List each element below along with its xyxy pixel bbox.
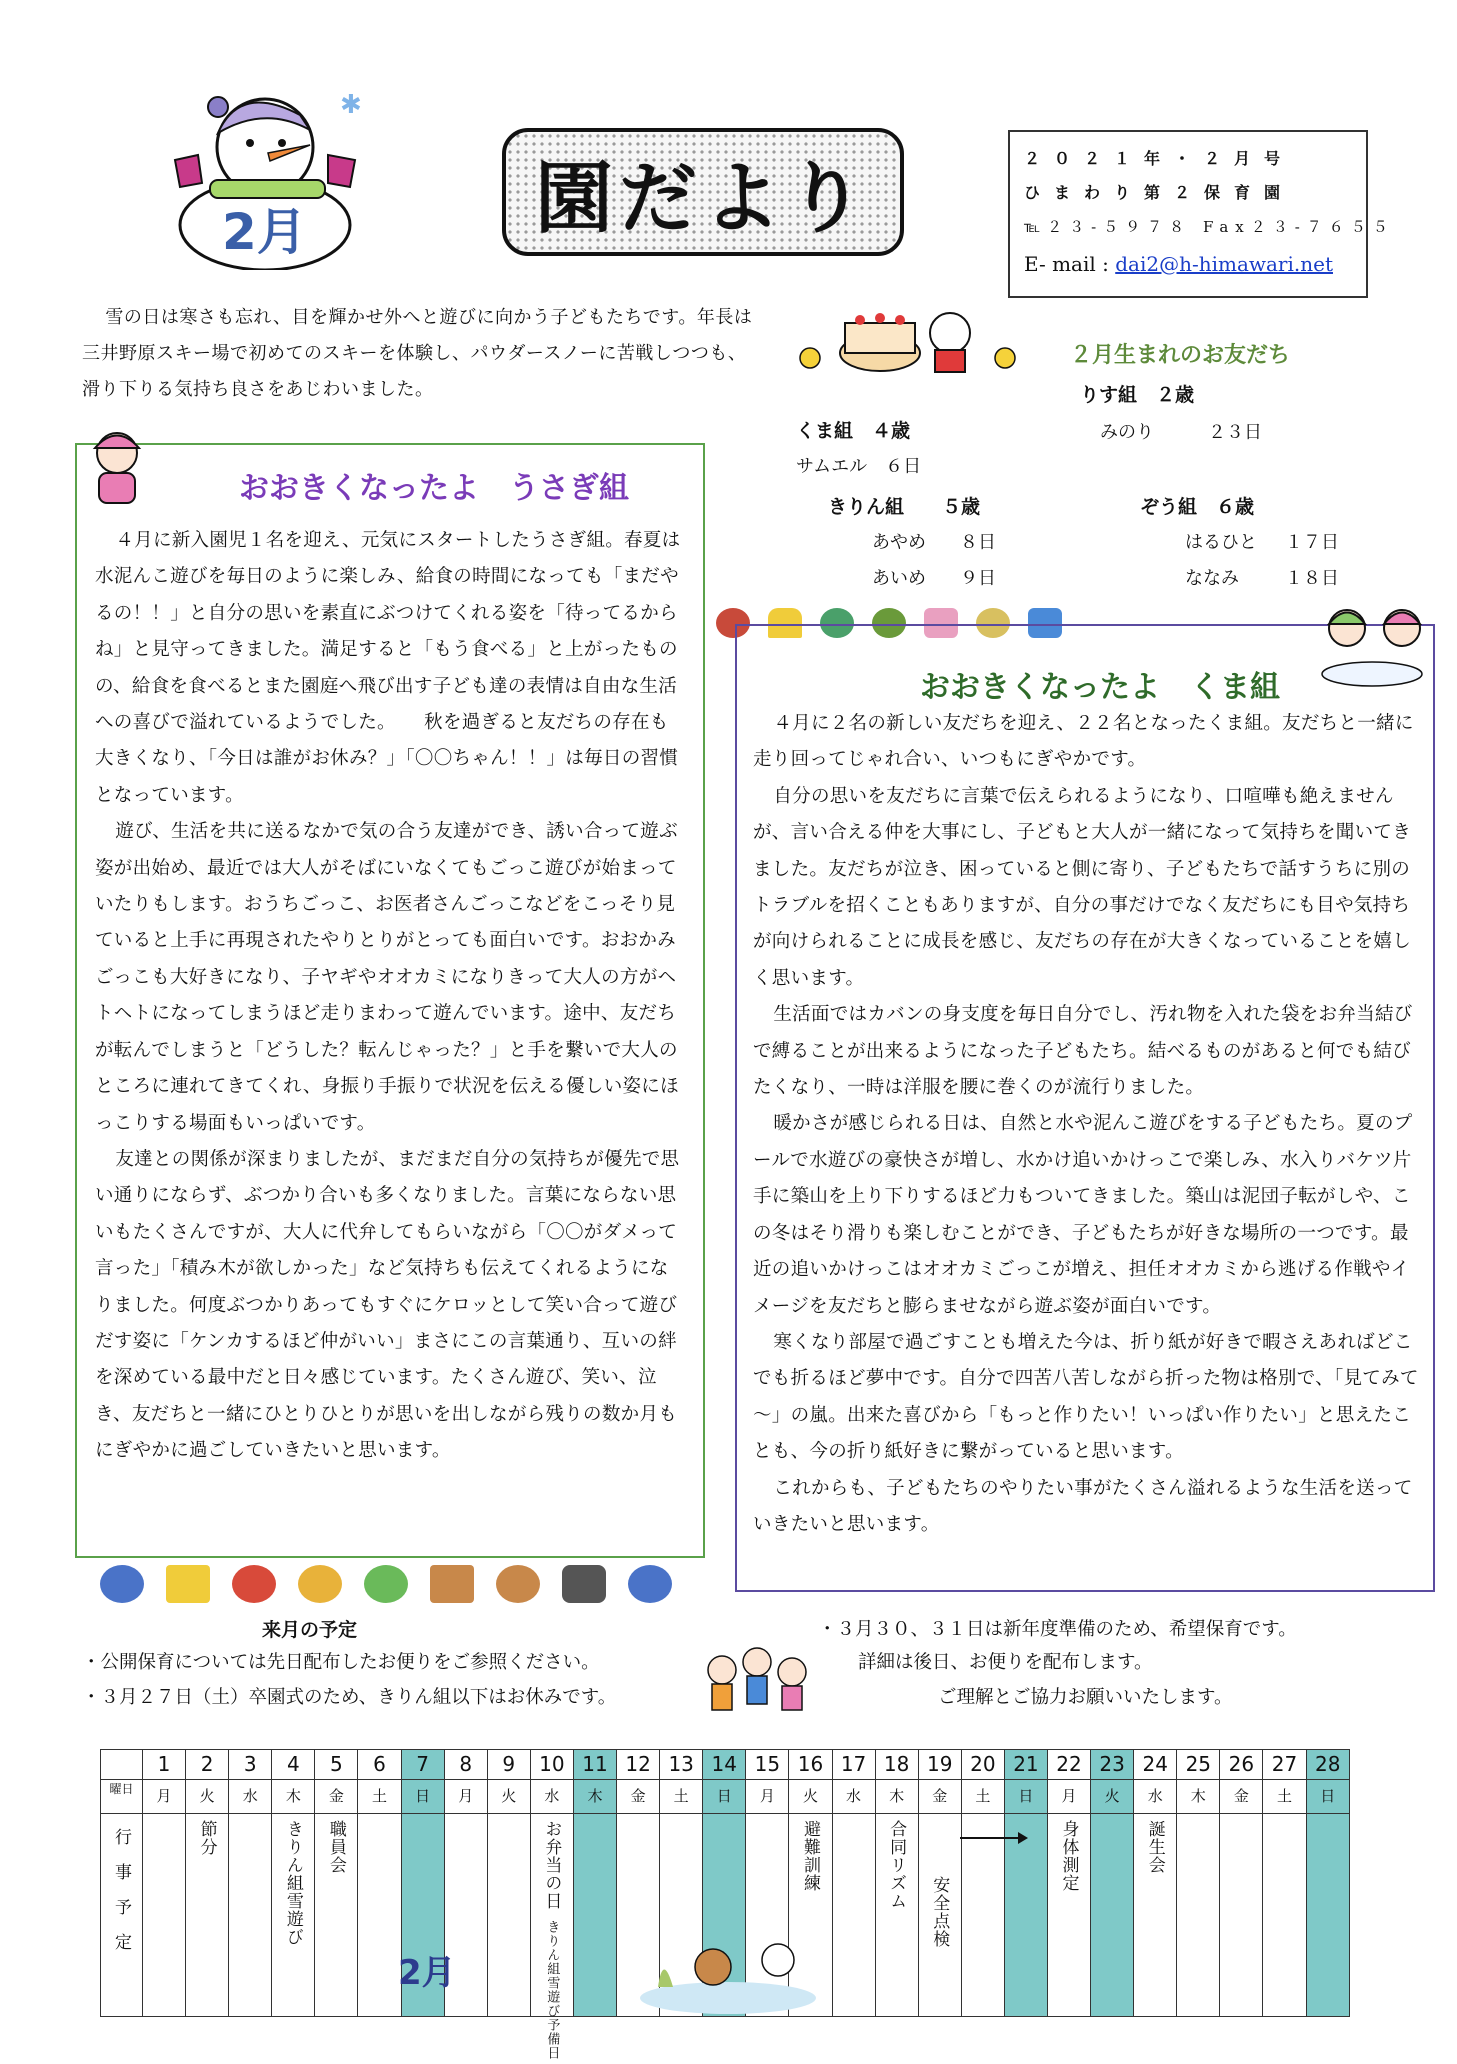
calendar-corner [101, 1750, 143, 1780]
event-day-9 [487, 1814, 530, 2017]
dow-label: 曜日 [101, 1780, 143, 1814]
dow-28: 日 [1306, 1780, 1349, 1814]
calendar-day-row [101, 1750, 1350, 1780]
newsletter-title-box [502, 128, 904, 256]
dow-4: 木 [272, 1780, 315, 1814]
event-day-5 [315, 1814, 358, 2017]
usagi-paragraph-1: ４月に新入園児１名を迎え、元気にスタートしたうさぎ組。春夏は水泥んこ遊びを毎日のように楽しみ、給食の時間になっても「まだやるの！！」と自分の思いを素直にぶつけてくれる姿を「待ってるからね」と見守ってきました。満足すると「もう食べる」と上がったものの、給食を食べるとまた園庭へ飛び出す子ども達の表情は自由な生活への喜びで溢れているようでした。 秋を過ぎると友だちの存在も大きくなり、「今日は誰がお休み？」「〇〇ちゃん！！」は毎日の習慣となっています。 [95, 530, 681, 806]
event-body-measurement: 身体測定 [1058, 1820, 1079, 1892]
kuma-section [735, 624, 1435, 1592]
dow-20: 土 [961, 1780, 1004, 1814]
day-14: 14 [703, 1750, 746, 1780]
event-day-10 [530, 1814, 573, 2060]
birthday-kirin-day-1: ８日 [960, 532, 996, 553]
mame-masu-icon [430, 1565, 474, 1603]
event-day-28 [1306, 1814, 1349, 2017]
event-day-4 [272, 1814, 315, 2017]
dow-26: 金 [1220, 1780, 1263, 1814]
day-4: 4 [272, 1750, 315, 1780]
tel-fax: ℡２３-５９７８ Fax２３-７６５５ [1024, 218, 1395, 236]
birthday-kirin-name-1: あやめ [872, 532, 926, 553]
day-27: 27 [1263, 1750, 1306, 1780]
day-10: 10 [530, 1750, 573, 1780]
event-safety-check: 安全点検 [929, 1876, 950, 1948]
kuma-title: おおきくなったよ くま組 [920, 670, 1280, 705]
day-9: 9 [487, 1750, 530, 1780]
event-evacuation-drill: 避難訓練 [799, 1820, 820, 1892]
event-day-22 [1047, 1814, 1090, 2017]
event-day-25 [1177, 1814, 1220, 2017]
birthday-title: ２月生まれのお友だち [1070, 343, 1291, 368]
dow-18: 木 [875, 1780, 918, 1814]
next-month-item-3: ・３月３０、３１日は新年度準備のため、希望保育です。 [818, 1619, 1297, 1640]
day-16: 16 [789, 1750, 832, 1780]
day-7: 7 [401, 1750, 444, 1780]
day-18: 18 [875, 1750, 918, 1780]
usagi-paragraph-3: 友達との関係が深まりましたが、まだまだ自分の気持ちが優先で思い通りにならず、ぶつかり合いも多くなりました。言葉にならない思いもたくさんですが、大人に代弁してもらいながら「〇〇がダメって言った」「積み木が欲しかった」など気持ちも伝えてくれるようになりました。何度ぶつかりあってもすぐにケロッとして笑い合って遊びだす姿に「ケンカするほど仲がいい」まさにこの言葉通り、互いの絆を深めている最中だと日々感じています。たくさん遊び、笑い、泣き、友だちと一緒にひとりひとりが思いを出しながら残りの数か月もにぎやかに過ごしていきたいと思います。 [95, 1148, 680, 1462]
birthday-risu-name: みのり [1100, 422, 1154, 443]
dow-2: 火 [186, 1780, 229, 1814]
kuma-paragraph-6: これからも、子どもたちのやりたい事がたくさん溢れるような生活を送っていきたいと思います。 [753, 1477, 1413, 1535]
green-oni-icon [364, 1565, 408, 1603]
day-22: 22 [1047, 1750, 1090, 1780]
dow-1: 月 [143, 1780, 186, 1814]
event-day-24 [1134, 1814, 1177, 2017]
kuma-paragraph-5: 寒くなり部屋で過ごすことも増えた今は、折り紙が好きで暇さえあればどこでも折るほど夢中です。自分で四苦八苦しながら折った物は格別で、「見てみて～」の嵐。出来た喜びから「もっと作りたい！いっぱい作りたい」と思えたことも、今の折り紙好きに繋がっていると思います。 [753, 1331, 1419, 1463]
dow-9: 火 [487, 1780, 530, 1814]
dow-27: 土 [1263, 1780, 1306, 1814]
day-1: 1 [143, 1750, 186, 1780]
dow-12: 金 [617, 1780, 660, 1814]
event-day-3 [229, 1814, 272, 2017]
dow-14: 日 [703, 1780, 746, 1814]
day-11: 11 [573, 1750, 616, 1780]
intro-paragraph: 雪の日は寒さも忘れ、目を輝かせ外へと遊びに向かう子どもたちです。年長は三井野原スキー場で初めてのスキーを体験し、パウダースノーに苦戦しつつも、滑り下りる気持ち良さをあじわいました。 [82, 307, 753, 400]
calendar-month-label: 2月 [398, 1953, 456, 1993]
calendar-dow-row [101, 1780, 1350, 1814]
dow-8: 月 [444, 1780, 487, 1814]
birthday-cake-illustration [785, 298, 1025, 378]
event-day-27 [1263, 1814, 1306, 2017]
day-8: 8 [444, 1750, 487, 1780]
dow-21: 日 [1004, 1780, 1047, 1814]
children-snow-illustration [1307, 596, 1437, 691]
event-staff-meeting: 職員会 [325, 1820, 346, 1874]
dow-22: 月 [1047, 1780, 1090, 1814]
event-day-6 [358, 1814, 401, 2017]
birthday-zou-name-2: ななみ [1185, 568, 1239, 589]
child-snow-illustration [67, 423, 167, 513]
oni-club-icon [298, 1565, 342, 1603]
day-5: 5 [315, 1750, 358, 1780]
birthday-kuma-name: サムエル ６日 [796, 456, 922, 477]
day-28: 28 [1306, 1750, 1349, 1780]
issue-info-box [1008, 130, 1395, 298]
dow-16: 火 [789, 1780, 832, 1814]
dow-10: 水 [530, 1780, 573, 1814]
skating-animals-illustration [638, 1932, 818, 2016]
event-day-1 [143, 1814, 186, 2017]
event-day-18 [875, 1814, 918, 2017]
ehomaki-icon [562, 1565, 606, 1603]
event-kirin-snow-play: きりん組雪遊び [282, 1820, 303, 1946]
kuma-paragraph-3: 生活面ではカバンの身支度を毎日自分でし、汚れ物を入れた袋をお弁当結びで縛ることが出来るようになった子どもたち。結べるものがあると何でも結びたくなり、一時は洋服を腰に巻くのが流行りました。 [753, 1004, 1413, 1099]
birthday-risu-class: りす組 ２歳 [1080, 384, 1195, 406]
email-line [1024, 252, 1352, 276]
birthday-zou-day-2: １８日 [1285, 568, 1339, 589]
day-3: 3 [229, 1750, 272, 1780]
day-6: 6 [358, 1750, 401, 1780]
usagi-body [95, 523, 687, 1470]
event-setsubun: 節分 [196, 1820, 217, 1856]
event-day-2 [186, 1814, 229, 2017]
next-month-title: 来月の予定 [262, 1619, 358, 1641]
dow-24: 水 [1134, 1780, 1177, 1814]
next-month-item-3-thanks: ご理解とご協力お願いいたします。 [938, 1687, 1233, 1708]
event-day-17 [832, 1814, 875, 2017]
dow-23: 火 [1091, 1780, 1134, 1814]
birthday-zou-class: ぞう組 ６歳 [1140, 496, 1255, 518]
day-21: 21 [1004, 1750, 1047, 1780]
svg-text:✱: ✱ [340, 90, 362, 120]
next-month-item-2: ・３月２７日（土）卒園式のため、きりん組以下はお休みです。 [82, 1687, 617, 1708]
event-birthday-party: 誕生会 [1144, 1820, 1165, 1874]
day-17: 17 [832, 1750, 875, 1780]
next-month-item-1: ・公開保育については先日配布したお便りをご参照ください。 [82, 1652, 600, 1673]
birthday-zou-name-1: はるひと [1185, 532, 1257, 553]
school-name: ひまわり第２保育園 [1024, 183, 1295, 202]
email-label: E- mail : [1024, 252, 1109, 276]
blue-oni-icon [100, 1565, 144, 1603]
blue-oni-icon-2 [628, 1565, 672, 1603]
event-day-26 [1220, 1814, 1263, 2017]
dow-13: 土 [660, 1780, 703, 1814]
issue-date: ２０２１年・２月号 [1024, 149, 1295, 168]
event-day-23 [1091, 1814, 1134, 2017]
day-25: 25 [1177, 1750, 1220, 1780]
event-label-cell [101, 1814, 143, 2017]
dow-7: 日 [401, 1780, 444, 1814]
day-2: 2 [186, 1750, 229, 1780]
kuma-paragraph-1: ４月に２名の新しい友だちを迎え、２２名となったくま組。友だちと一緒に走り回ってじゃれ合い、いつもにぎやかです。 [753, 713, 1414, 771]
children-group-illustration [692, 1642, 822, 1717]
newsletter-title: 園だより [534, 154, 871, 244]
birthday-risu-day: ２３日 [1208, 422, 1262, 443]
dow-3: 水 [229, 1780, 272, 1814]
setsubun-decoration-row [100, 1565, 672, 1603]
usagi-section [75, 443, 705, 1558]
birthday-kirin-class: きりん組 ５歳 [828, 496, 981, 518]
dow-15: 月 [746, 1780, 789, 1814]
dow-25: 木 [1177, 1780, 1220, 1814]
birthday-kuma-class: くま組 ４歳 [796, 420, 911, 442]
day-13: 13 [660, 1750, 703, 1780]
red-oni-icon [232, 1565, 276, 1603]
usagi-paragraph-2: 遊び、生活を共に送るなかで気の合う友達ができ、誘い合って遊ぶ姿が出始め、最近では大人がそばにいなくてもごっこ遊びが始まっていたりもします。おうちごっこ、お医者さんごっこなどをこっそり見ていると上手に再現されたやりとりがとっても面白いです。おおかみごっこも大好きになり、子ヤギやオオカミになりきって大人の方がヘトヘトになってしまうほど走りまわって遊んでいます。途中、友だちが転んでしまうと「どうした？転んじゃった？」と手を繋いで大人のところに連れてきてくれ、身振り手振りで状況を伝える優しい姿にほっこりする場面もいっぱいです。 [95, 821, 679, 1134]
next-month-item-3-detail: 詳細は後日、お便りを配布します。 [858, 1652, 1153, 1673]
usagi-title: おおきくなったよ うさぎ組 [239, 471, 629, 506]
day-26: 26 [1220, 1750, 1263, 1780]
event-day-19 [918, 1814, 961, 2017]
day-15: 15 [746, 1750, 789, 1780]
mame-box-icon [166, 1565, 210, 1603]
event-joint-rhythm: 合同リズム [886, 1820, 907, 1910]
birthday-kirin-day-2: ９日 [960, 568, 996, 589]
birthday-kirin-name-2: あいめ [872, 568, 926, 589]
kuma-paragraph-2: 自分の思いを友だちに言葉で伝えられるようになり、口喧嘩も絶えませんが、言い合える仲を大事にし、子どもと大人が一緒になって気持ちを聞いてきました。友だちが泣き、困っていると側に寄り、子どもたちで話すうちに別のトラブルを招くこともありますが、自分の事だけでなく友だちにも目や気持ちが向けられることに成長を感じ、友だちの存在が大きくなっていることを嬉しく思います。 [753, 785, 1412, 989]
event-day-11 [573, 1814, 616, 2017]
day-23: 23 [1091, 1750, 1134, 1780]
event-bento-day: お弁当の日 [541, 1820, 562, 1910]
email-link[interactable]: dai2@h-himawari.net [1115, 252, 1333, 276]
day-24: 24 [1134, 1750, 1177, 1780]
event-snow-play-reserve: きりん組雪遊び予備日 [544, 1920, 560, 2060]
dow-6: 土 [358, 1780, 401, 1814]
day-20: 20 [961, 1750, 1004, 1780]
day-12: 12 [617, 1750, 660, 1780]
day-19: 19 [918, 1750, 961, 1780]
kuma-paragraph-4: 暖かさが感じられる日は、自然と水や泥んこ遊びをする子どもたち。夏のプールで水遊びの豪快さが増し、水かけ追いかけっこで楽しみ、水入りバケツ片手に築山を上り下りするほど力もついてきました。築山は泥団子転がしや、この冬はそり滑りも楽しむことができ、子どもたちが好きな場所の一つです。最近の追いかけっこはオオカミごっこが増え、担任オオカミから逃げる作戦やイメージを友だちと膨らませながら遊ぶ姿が面白いです。 [753, 1113, 1413, 1317]
dow-19: 金 [918, 1780, 961, 1814]
dow-11: 木 [573, 1780, 616, 1814]
arrow-icon [958, 1830, 1030, 1846]
birthday-zou-day-1: １７日 [1285, 532, 1339, 553]
dow-17: 水 [832, 1780, 875, 1814]
kuma-body [753, 706, 1423, 1543]
dow-5: 金 [315, 1780, 358, 1814]
brown-oni-icon [496, 1565, 540, 1603]
month-badge: 2月 [222, 203, 307, 261]
event-label: 行事予定 [111, 1828, 131, 1968]
